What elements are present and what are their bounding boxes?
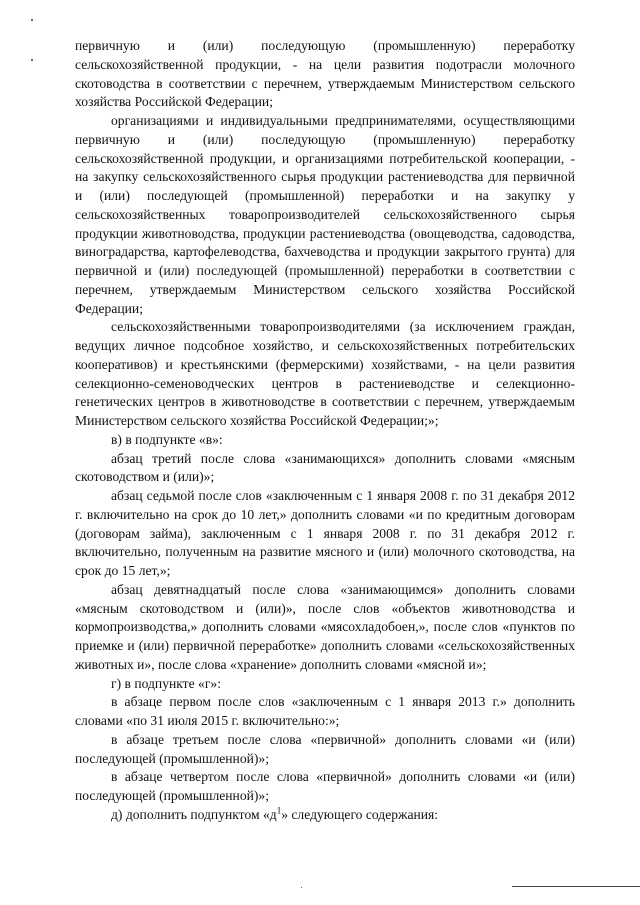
paragraph: в абзаце четвертом после слова «первичной» дополнить словами «и (или) последующей (промышленной)»; [75, 769, 575, 803]
scan-speck [31, 19, 33, 21]
paragraph: организациями и индивидуальными предпринимателями, осуществляющими первичную и (или) последующую (промышленную) переработку сельскохозяйственной продукции, и организациями потребительской кооперации, - на закупку сельскохозяйственного сырья продукции растениеводства для первичной и (или) последующей (промышленной) переработки и на закупку у сельскохозяйственных товаропроизводителей сельскохозяйственного сырья продукции животноводства, продукции растениеводства (овощеводства, садоводства, виноградарства, картофелеводства, бахчеводства и продукции закрытого грунта) для первичной и (или) последующей (промышленной) переработки в соответствии с перечнем, утверждаемым Министерством сельского хозяйства Российской Федерации; [75, 113, 575, 316]
paragraph-last-end: » следующего содержания: [281, 806, 439, 822]
paragraph: абзац третий после слова «занимающихся» дополнить словами «мясным скотоводством и (или)»; [75, 450, 575, 485]
paragraph: первичную и (или) последующую (промышленную) переработку сельскохозяйственной продукции, - на цели развития подотрасли молочного скотоводства в соответствии с перечнем, утверждаемым Министерством сельского хозяйства Российской Федерации; [75, 38, 575, 110]
paragraph: в абзаце третьем после слова «первичной» дополнить словами «и (или) последующей (промышленной)»; [75, 731, 575, 766]
paragraph-last [75, 806, 575, 825]
scan-speck [31, 59, 33, 61]
paragraph-last-start: д) дополнить подпунктом «д [111, 806, 277, 822]
paragraph: абзац девятнадцатый после слова «занимающимся» дополнить словами «мясным скотоводством и (или)», после слов «объектов животноводства и кормопроизводства,» дополнить словами «мясохладобоен,», после слов «пунктов по приемке и (или) первичной переработке» дополнить словами «сельскохозяйственных животных и», после слова «хранение» дополнить словами «мясной и»; [75, 581, 575, 672]
scan-speck [301, 887, 302, 888]
paragraph: г) в подпункте «г»: [111, 675, 222, 691]
paragraph: абзац седьмой после слов «заключенным с 1 января 2008 г. по 31 декабря 2012 г. включительно на срок до 10 лет,» дополнить словами «и по кредитным договорам (договорам займа), заключенным с 1 января 2008 г. по 31 декабря 2012 г. включительно, полученным на развитие мясного и (или) молочного скотоводства, на срок до 15 лет,»; [75, 488, 575, 578]
paragraph: сельскохозяйственными товаропроизводителями (за исключением граждан, ведущих личное подсобное хозяйство, и сельскохозяйственных потребительских кооперативов) и крестьянскими (фермерскими) хозяйствами, - на цели развития селекционно-семеноводческих центров в растениеводстве и селекционно-генетических центров в животноводстве в соответствии с перечнем, утверждаемым Министерством сельского хозяйства Российской Федерации;»; [75, 319, 575, 428]
paragraph: в) в подпункте «в»: [111, 431, 223, 447]
page-bottom-rule [512, 886, 640, 887]
paragraph: в абзаце первом после слов «заключенным с 1 января 2013 г.» дополнить словами «по 31 июля 2015 г. включительно:»; [75, 694, 575, 728]
document-body [75, 37, 575, 825]
superscript-one: 1 [276, 805, 282, 816]
